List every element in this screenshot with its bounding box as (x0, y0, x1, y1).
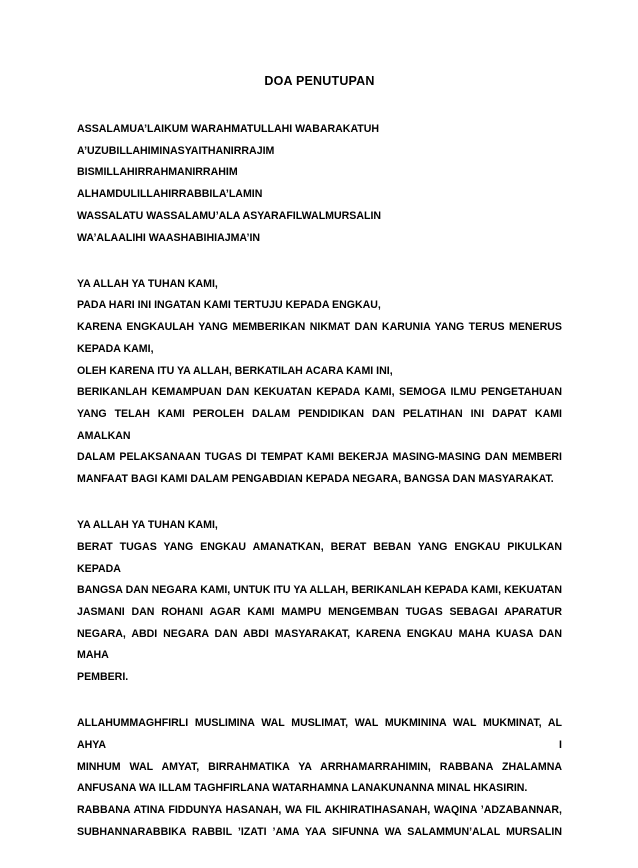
text-line: BISMILLAHIRRAHMANIRRAHIM (77, 166, 238, 179)
document-title: DOA PENUTUPAN (264, 74, 375, 88)
text-line: KARENA ENGKAULAH YANG MEMBERIKAN NIKMAT DAN KARUNIA YANG TERUS MENERUS (77, 321, 562, 334)
text-line: ANFUSANA WA ILLAM TAGHFIRLANA WATARHAMNA LANAKUNANNA MINAL HKASIRIN. (77, 782, 528, 795)
text-line: KEPADA KAMI, (77, 342, 154, 355)
text-line: PEMBERI. (77, 671, 129, 684)
text-line: ASSALAMUA’LAIKUM WARAHMATULLAHI WABARAKATUH (77, 123, 380, 135)
text-line: JASMANI DAN ROHANI AGAR KAMI MAMPU MENGEMBAN TUGAS SEBAGAI APARATUR (77, 606, 562, 619)
text-line: PADA HARI INI INGATAN KAMI TERTUJU KEPADA ENGKAU, (77, 299, 381, 312)
text-line: MANFAAT BAGI KAMI DALAM PENGABDIAN KEPADA NEGARA, BANGSA DAN MASYARAKAT. (77, 473, 554, 486)
text-line: WASSALATU WASSALAMU’ALA ASYARAFILWALMURSALIN (77, 209, 382, 222)
text-line: YA ALLAH YA TUHAN KAMI, (77, 277, 218, 290)
paragraph-opening (77, 119, 562, 249)
text-line: WA’ALAALIHI WAASHABIHIAJMA’IN (77, 231, 261, 244)
text-line: RABBANA ATINA FIDDUNYA HASANAH, WA FIL AKHIRATIHASANAH, WAQINA ’ADZABANNAR, (77, 804, 562, 817)
paragraph-closing (77, 713, 562, 843)
paragraph-prayer-two (77, 515, 562, 689)
text-line: MINHUM WAL AMYAT, BIRRAHMATIKA YA ARRHAMARRAHIMIN, RABBANA ZHALAMNA (77, 760, 562, 773)
text-line: A’UZUBILLAHIMINASYAITHANIRRAJIM (77, 144, 275, 157)
document-page (77, 74, 562, 868)
text-line: BERIKANLAH KEMAMPUAN DAN KEKUATAN KEPADA KAMI, SEMOGA ILMU PENGETAHUAN (77, 386, 562, 399)
text-line: BERAT TUGAS YANG ENGKAU AMANATKAN, BERAT BEBAN YANG ENGKAU PIKULKAN KEPADA (77, 540, 562, 575)
text-line: BANGSA DAN NEGARA KAMI, UNTUK ITU YA ALLAH, BERIKANLAH KEPADA KAMI, KEKUATAN (77, 584, 562, 597)
text-line: NEGARA, ABDI NEGARA DAN ABDI MASYARAKAT, KARENA ENGKAU MAHA KUASA DAN MAHA (77, 627, 562, 662)
text-line: YANG TELAH KAMI PEROLEH DALAM PENDIDIKAN DAN PELATIHAN INI DAPAT KAMI AMALKAN (77, 407, 562, 442)
text-line: OLEH KARENA ITU YA ALLAH, BERKATILAH ACARA KAMI INI, (77, 364, 393, 377)
text-line: ALLAHUMMAGHFIRLI MUSLIMINA WAL MUSLIMAT, WAL MUKMININA WAL MUKMINAT, AL AHYA I (77, 717, 562, 752)
text-line: YA ALLAH YA TUHAN KAMI, (77, 519, 218, 532)
text-line: ALHAMDULILLAHIRRABBILA’LAMIN (77, 188, 263, 201)
text-line: DALAM PELAKSANAAN TUGAS DI TEMPAT KAMI BEKERJA MASING-MASING DAN MEMBERI (77, 451, 562, 464)
paragraph-prayer-one (77, 274, 562, 491)
text-line: SUBHANNARABBIKA RABBIL ’IZATI ’AMA YAA SIFUNNA WA SALAMMUN’ALAL MURSALIN (77, 825, 562, 838)
